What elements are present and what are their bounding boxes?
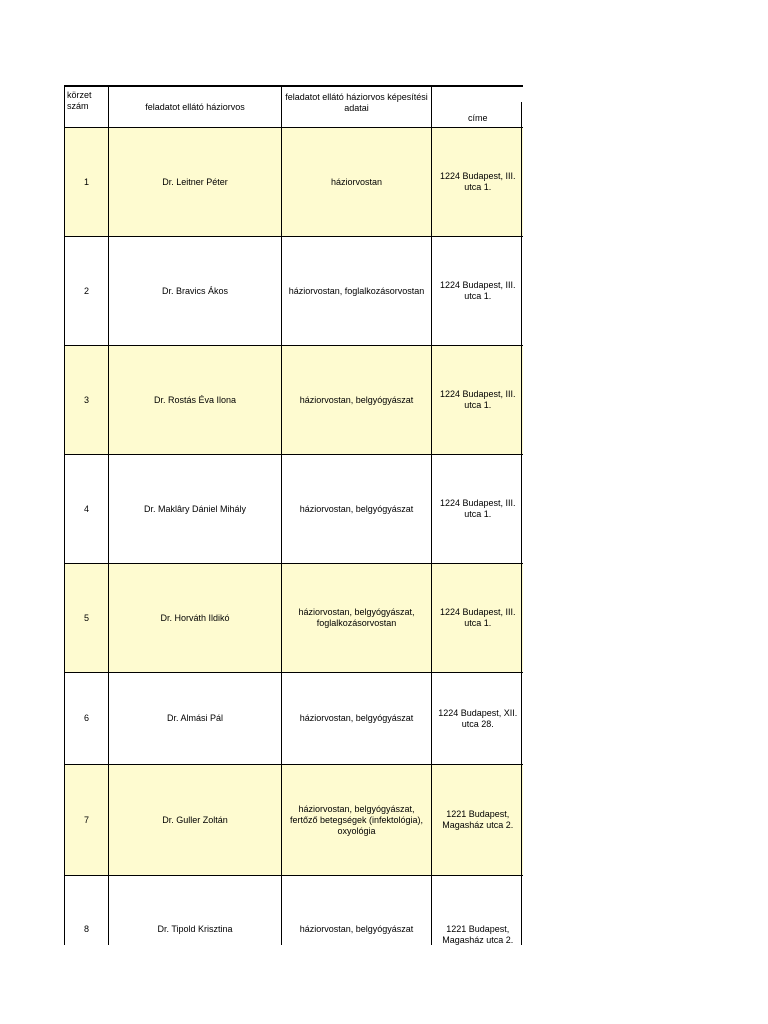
cell-cim: 1224 Budapest, III. utca 1. bbox=[432, 128, 524, 237]
cell-kepesites: háziorvostan, belgyógyászat bbox=[282, 346, 432, 455]
cell-kepesites: háziorvostan, belgyógyászat, foglalkozásorvostan bbox=[282, 564, 432, 673]
cell-cim: 1221 Budapest, Magasház utca 2. bbox=[432, 765, 524, 876]
table-right-border bbox=[521, 102, 522, 945]
cell-nev: Dr. Leitner Péter bbox=[109, 128, 282, 237]
cell-cim: 1224 Budapest, III. utca 1. bbox=[432, 346, 524, 455]
table-body bbox=[65, 128, 524, 946]
header-kepesites: feladatot ellátó háziorvos képesítési adatai bbox=[282, 86, 432, 128]
cell-cim: 1224 Budapest, III. utca 1. bbox=[432, 564, 524, 673]
cell-nev: Dr. Almási Pál bbox=[109, 673, 282, 765]
table-row bbox=[65, 128, 524, 237]
cell-korzet: 2 bbox=[65, 237, 109, 346]
cell-korzet: 3 bbox=[65, 346, 109, 455]
spreadsheet-table-area bbox=[64, 85, 523, 945]
cell-korzet: 6 bbox=[65, 673, 109, 765]
table-row bbox=[65, 673, 524, 765]
cell-nev: Dr. Bravics Ákos bbox=[109, 237, 282, 346]
cell-kepesites: háziorvostan bbox=[282, 128, 432, 237]
table-row bbox=[65, 455, 524, 564]
cell-kepesites: háziorvostan, belgyógyászat, fertőző betegségek (infektológia), oxyológia bbox=[282, 765, 432, 876]
table-row bbox=[65, 564, 524, 673]
cell-cim: 1224 Budapest, III. utca 1. bbox=[432, 455, 524, 564]
cell-kepesites: háziorvostan, belgyógyászat bbox=[282, 876, 432, 946]
header-cime: címe bbox=[432, 86, 524, 128]
cell-nev: Dr. Tipold Krisztina bbox=[109, 876, 282, 946]
cell-korzet: 1 bbox=[65, 128, 109, 237]
cell-kepesites: háziorvostan, belgyógyászat bbox=[282, 455, 432, 564]
cell-korzet: 5 bbox=[65, 564, 109, 673]
cell-korzet: 7 bbox=[65, 765, 109, 876]
cell-kepesites: háziorvostan, belgyógyászat bbox=[282, 673, 432, 765]
cell-cim: 1221 Budapest, Magasház utca 2. bbox=[432, 876, 524, 946]
table-row bbox=[65, 346, 524, 455]
cell-nev: Dr. Horváth Ildikó bbox=[109, 564, 282, 673]
table-row bbox=[65, 237, 524, 346]
cell-nev: Dr. Rostás Éva Ilona bbox=[109, 346, 282, 455]
cell-cim: 1224 Budapest, XII. utca 28. bbox=[432, 673, 524, 765]
table-row bbox=[65, 876, 524, 946]
header-korzet: körzet szám bbox=[65, 86, 109, 128]
cell-kepesites: háziorvostan, foglalkozásorvostan bbox=[282, 237, 432, 346]
cell-cim: 1224 Budapest, III. utca 1. bbox=[432, 237, 524, 346]
cell-nev: Dr. Maklâry Dániel Mihály bbox=[109, 455, 282, 564]
table-row bbox=[65, 765, 524, 876]
cell-nev: Dr. Guller Zoltán bbox=[109, 765, 282, 876]
cell-korzet: 4 bbox=[65, 455, 109, 564]
header-haziorvos: feladatot ellátó háziorvos bbox=[109, 86, 282, 128]
doctor-table bbox=[64, 85, 523, 945]
cell-korzet: 8 bbox=[65, 876, 109, 946]
